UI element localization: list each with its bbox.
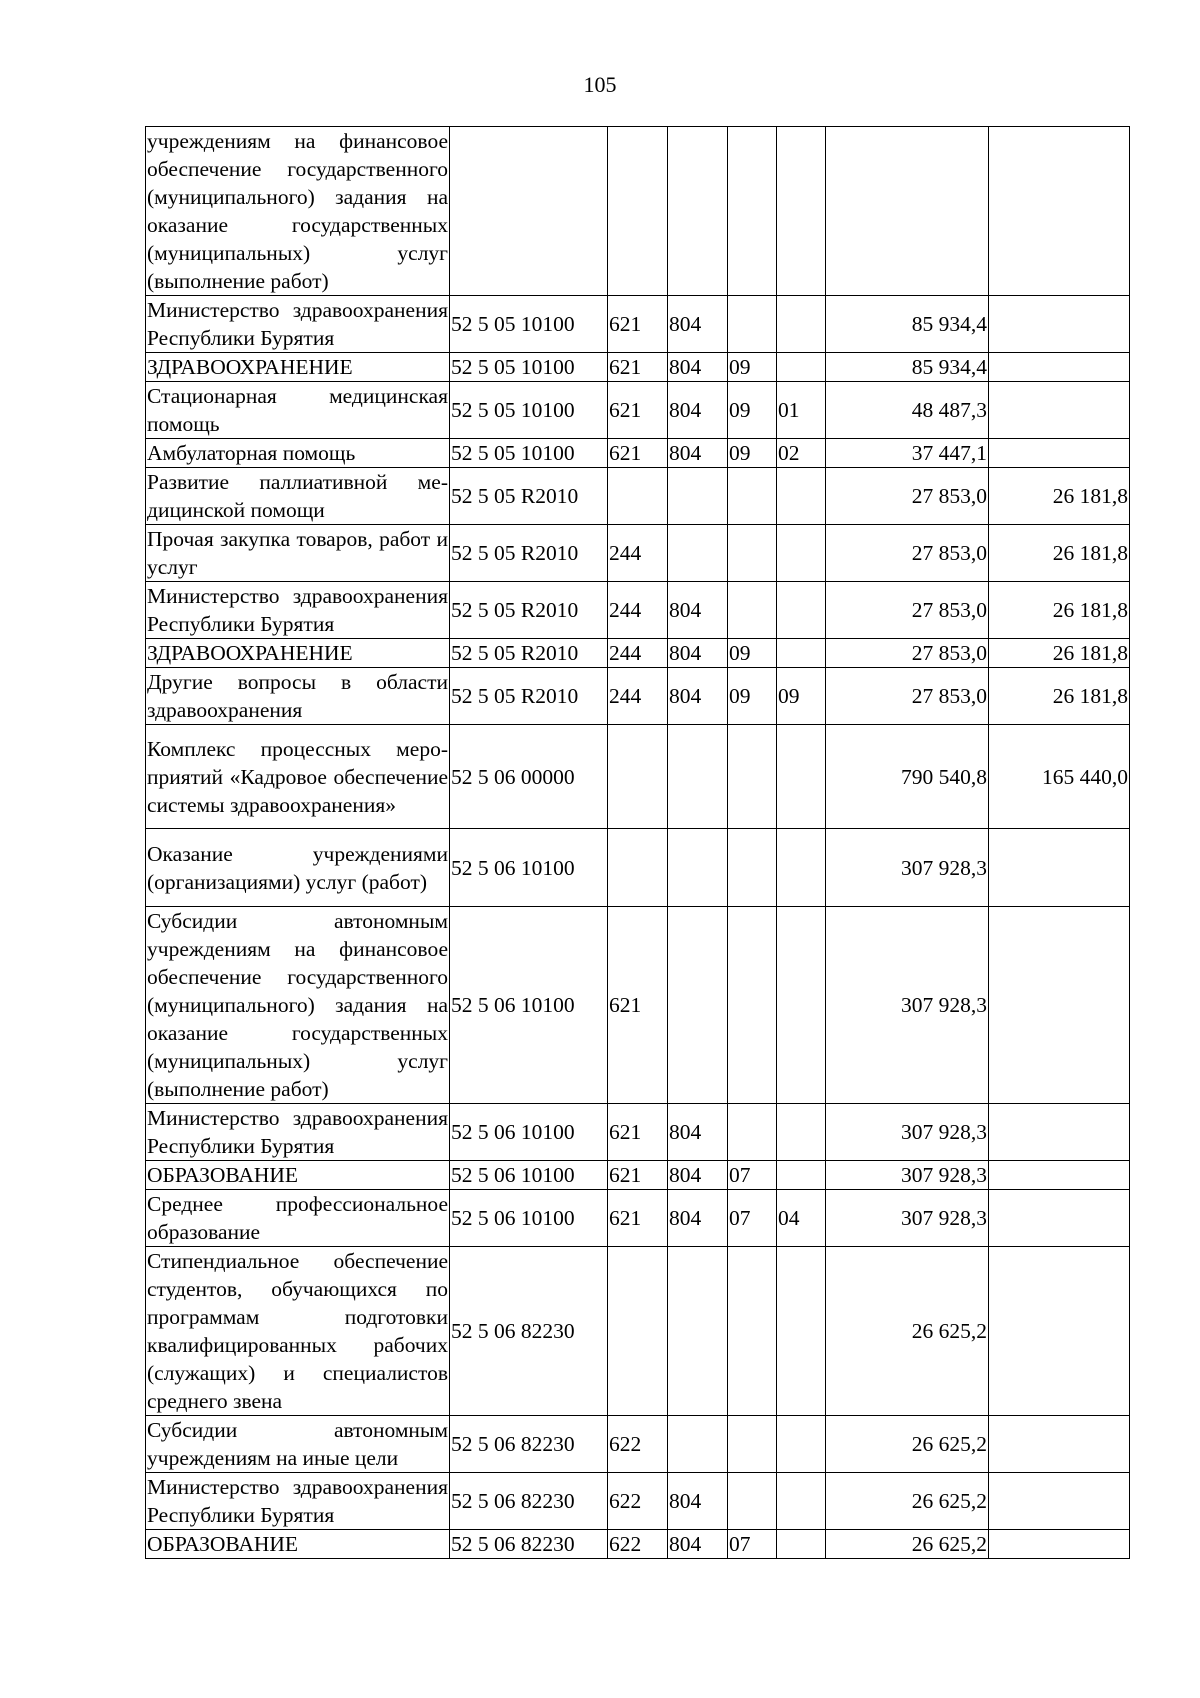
row-amount-cell: 27 853,0 [826,582,989,639]
row-code-cell: 52 5 06 82230 [450,1416,608,1473]
table-row [146,1473,1130,1530]
row-name-cell: Другие вопросы в области здравоохранения [146,668,450,725]
row-expense-type-cell [608,725,668,829]
table-row [146,1530,1130,1559]
row-name-cell: Развитие паллиативной медицинской помощи [146,468,450,525]
row-subsection-cell [777,907,826,1104]
row-amount-cell: 307 928,3 [826,1161,989,1190]
row-ministry-code-cell [668,525,728,582]
row-expense-type-cell: 621 [608,382,668,439]
budget-table [145,126,1130,1559]
table-row [146,525,1130,582]
table-row [146,907,1130,1104]
row-name-cell: учреждениям на финансовое обеспечение государственного (муниципального) задания на оказание государственных (муниципальных) услуг (выполнение работ) [146,127,450,296]
row-ministry-code-cell: 804 [668,1190,728,1247]
row-expense-type-cell: 621 [608,1104,668,1161]
row-code-cell: 52 5 06 10100 [450,829,608,907]
row-name-cell: Амбулаторная помощь [146,439,450,468]
row-section-cell: 09 [728,668,777,725]
row-code-cell: 52 5 06 10100 [450,1104,608,1161]
row-federal-amount-cell: 26 181,8 [989,582,1130,639]
row-subsection-cell [777,1247,826,1416]
row-amount-cell: 37 447,1 [826,439,989,468]
row-ministry-code-cell [668,1247,728,1416]
row-ministry-code-cell: 804 [668,668,728,725]
table-row [146,1416,1130,1473]
row-name-cell: ЗДРАВООХРАНЕНИЕ [146,353,450,382]
row-code-cell: 52 5 06 10100 [450,907,608,1104]
row-name-cell: Комплекс процессных мероприятий «Кадровое обеспечение системы здравоохранения» [146,725,450,829]
row-name-cell: Субсидии автономным учреждениям на финансовое обеспечение государственного (муниципального) задания на оказание государственных (муниципальных) услуг (выполнение работ) [146,907,450,1104]
row-code-cell: 52 5 06 82230 [450,1530,608,1559]
row-federal-amount-cell [989,296,1130,353]
table-row [146,1161,1130,1190]
row-code-cell: 52 5 06 10100 [450,1161,608,1190]
row-name-cell: Среднее профессиональное образование [146,1190,450,1247]
row-amount-cell: 26 625,2 [826,1247,989,1416]
table-row [146,353,1130,382]
row-section-cell [728,525,777,582]
row-amount-cell: 27 853,0 [826,525,989,582]
row-ministry-code-cell: 804 [668,439,728,468]
row-expense-type-cell: 622 [608,1473,668,1530]
row-ministry-code-cell: 804 [668,382,728,439]
row-name-cell: ОБРАЗОВАНИЕ [146,1530,450,1559]
row-expense-type-cell: 244 [608,525,668,582]
row-amount-cell [826,127,989,296]
row-subsection-cell [777,639,826,668]
row-amount-cell: 307 928,3 [826,829,989,907]
row-subsection-cell [777,353,826,382]
row-section-cell [728,1416,777,1473]
row-name-cell: Прочая закупка товаров, работ и услуг [146,525,450,582]
row-subsection-cell [777,127,826,296]
row-ministry-code-cell: 804 [668,1530,728,1559]
table-row [146,468,1130,525]
row-expense-type-cell [608,468,668,525]
row-section-cell [728,1104,777,1161]
row-expense-type-cell [608,1247,668,1416]
table-row [146,582,1130,639]
row-section-cell [728,907,777,1104]
row-section-cell [728,296,777,353]
row-name-cell: ОБРАЗОВАНИЕ [146,1161,450,1190]
row-amount-cell: 27 853,0 [826,639,989,668]
row-federal-amount-cell: 26 181,8 [989,668,1130,725]
row-ministry-code-cell: 804 [668,1104,728,1161]
row-amount-cell: 790 540,8 [826,725,989,829]
row-federal-amount-cell: 26 181,8 [989,639,1130,668]
row-subsection-cell [777,1416,826,1473]
row-federal-amount-cell: 26 181,8 [989,468,1130,525]
row-ministry-code-cell [668,725,728,829]
row-code-cell: 52 5 05 10100 [450,382,608,439]
row-expense-type-cell: 621 [608,439,668,468]
row-name-cell: Стипендиальное обеспечение студентов, обучающихся по программам подготовки квалифицированных рабочих (служащих) и специалистов среднего звена [146,1247,450,1416]
row-section-cell: 09 [728,439,777,468]
table-row [146,725,1130,829]
page-number: 105 [583,72,617,97]
row-amount-cell: 307 928,3 [826,907,989,1104]
row-code-cell: 52 5 05 10100 [450,439,608,468]
row-amount-cell: 27 853,0 [826,668,989,725]
budget-table-body [146,127,1130,1559]
row-name-cell: Министерство здравоохранения Республики Бурятия [146,582,450,639]
row-name-cell: ЗДРАВООХРАНЕНИЕ [146,639,450,668]
row-section-cell: 09 [728,639,777,668]
row-ministry-code-cell [668,468,728,525]
row-subsection-cell: 09 [777,668,826,725]
row-name-cell: Министерство здравоохранения Республики Бурятия [146,1104,450,1161]
row-amount-cell: 85 934,4 [826,353,989,382]
row-federal-amount-cell: 165 440,0 [989,725,1130,829]
row-federal-amount-cell [989,353,1130,382]
row-expense-type-cell: 622 [608,1530,668,1559]
row-federal-amount-cell: 26 181,8 [989,525,1130,582]
row-section-cell [728,829,777,907]
row-section-cell [728,468,777,525]
row-federal-amount-cell [989,439,1130,468]
row-code-cell: 52 5 05 R2010 [450,668,608,725]
row-section-cell: 09 [728,353,777,382]
row-expense-type-cell [608,829,668,907]
row-ministry-code-cell [668,829,728,907]
row-expense-type-cell: 244 [608,639,668,668]
row-code-cell: 52 5 05 10100 [450,353,608,382]
row-section-cell: 07 [728,1161,777,1190]
table-row [146,829,1130,907]
row-section-cell [728,127,777,296]
row-code-cell: 52 5 06 00000 [450,725,608,829]
row-ministry-code-cell: 804 [668,1473,728,1530]
row-code-cell: 52 5 06 82230 [450,1473,608,1530]
row-subsection-cell: 04 [777,1190,826,1247]
row-ministry-code-cell: 804 [668,353,728,382]
row-federal-amount-cell [989,1530,1130,1559]
row-amount-cell: 26 625,2 [826,1473,989,1530]
table-row [146,1104,1130,1161]
row-subsection-cell [777,582,826,639]
row-section-cell [728,1473,777,1530]
row-code-cell: 52 5 06 10100 [450,1190,608,1247]
row-federal-amount-cell [989,1190,1130,1247]
row-amount-cell: 26 625,2 [826,1530,989,1559]
row-federal-amount-cell [989,1473,1130,1530]
row-code-cell: 52 5 05 R2010 [450,582,608,639]
row-name-cell: Стационарная медицинская помощь [146,382,450,439]
table-row [146,382,1130,439]
table-row [146,639,1130,668]
row-amount-cell: 27 853,0 [826,468,989,525]
row-subsection-cell [777,1161,826,1190]
table-row [146,439,1130,468]
row-federal-amount-cell [989,382,1130,439]
row-ministry-code-cell [668,1416,728,1473]
row-federal-amount-cell [989,1161,1130,1190]
row-section-cell: 07 [728,1190,777,1247]
row-ministry-code-cell: 804 [668,639,728,668]
row-subsection-cell: 01 [777,382,826,439]
row-section-cell [728,1247,777,1416]
row-section-cell: 07 [728,1530,777,1559]
row-expense-type-cell: 244 [608,668,668,725]
table-row [146,668,1130,725]
row-subsection-cell [777,1530,826,1559]
row-subsection-cell: 02 [777,439,826,468]
row-name-cell: Министерство здравоохранения Республики Бурятия [146,296,450,353]
row-expense-type-cell: 621 [608,1161,668,1190]
row-expense-type-cell: 621 [608,353,668,382]
row-expense-type-cell: 244 [608,582,668,639]
row-ministry-code-cell [668,127,728,296]
table-row [146,1247,1130,1416]
row-amount-cell: 85 934,4 [826,296,989,353]
row-code-cell: 52 5 06 82230 [450,1247,608,1416]
row-amount-cell: 26 625,2 [826,1416,989,1473]
row-amount-cell: 307 928,3 [826,1104,989,1161]
row-amount-cell: 48 487,3 [826,382,989,439]
row-subsection-cell [777,1104,826,1161]
row-subsection-cell [777,1473,826,1530]
row-ministry-code-cell: 804 [668,1161,728,1190]
row-federal-amount-cell [989,1104,1130,1161]
row-code-cell: 52 5 05 R2010 [450,468,608,525]
row-name-cell: Субсидии автономным учреждениям на иные цели [146,1416,450,1473]
row-section-cell [728,582,777,639]
row-ministry-code-cell: 804 [668,582,728,639]
row-expense-type-cell: 621 [608,296,668,353]
row-federal-amount-cell [989,1247,1130,1416]
row-expense-type-cell: 621 [608,907,668,1104]
row-subsection-cell [777,829,826,907]
table-row [146,1190,1130,1247]
table-row [146,127,1130,296]
row-ministry-code-cell [668,907,728,1104]
row-section-cell: 09 [728,382,777,439]
row-subsection-cell [777,525,826,582]
row-ministry-code-cell: 804 [668,296,728,353]
row-federal-amount-cell [989,1416,1130,1473]
row-subsection-cell [777,725,826,829]
row-name-cell: Оказание учреждениями (организациями) услуг (работ) [146,829,450,907]
table-row [146,296,1130,353]
row-federal-amount-cell [989,907,1130,1104]
row-expense-type-cell: 621 [608,1190,668,1247]
row-expense-type-cell [608,127,668,296]
row-subsection-cell [777,296,826,353]
row-subsection-cell [777,468,826,525]
row-code-cell: 52 5 05 R2010 [450,639,608,668]
row-federal-amount-cell [989,127,1130,296]
row-section-cell [728,725,777,829]
row-name-cell: Министерство здравоохранения Республики Бурятия [146,1473,450,1530]
row-code-cell [450,127,608,296]
row-code-cell: 52 5 05 10100 [450,296,608,353]
row-amount-cell: 307 928,3 [826,1190,989,1247]
row-expense-type-cell: 622 [608,1416,668,1473]
row-federal-amount-cell [989,829,1130,907]
row-code-cell: 52 5 05 R2010 [450,525,608,582]
